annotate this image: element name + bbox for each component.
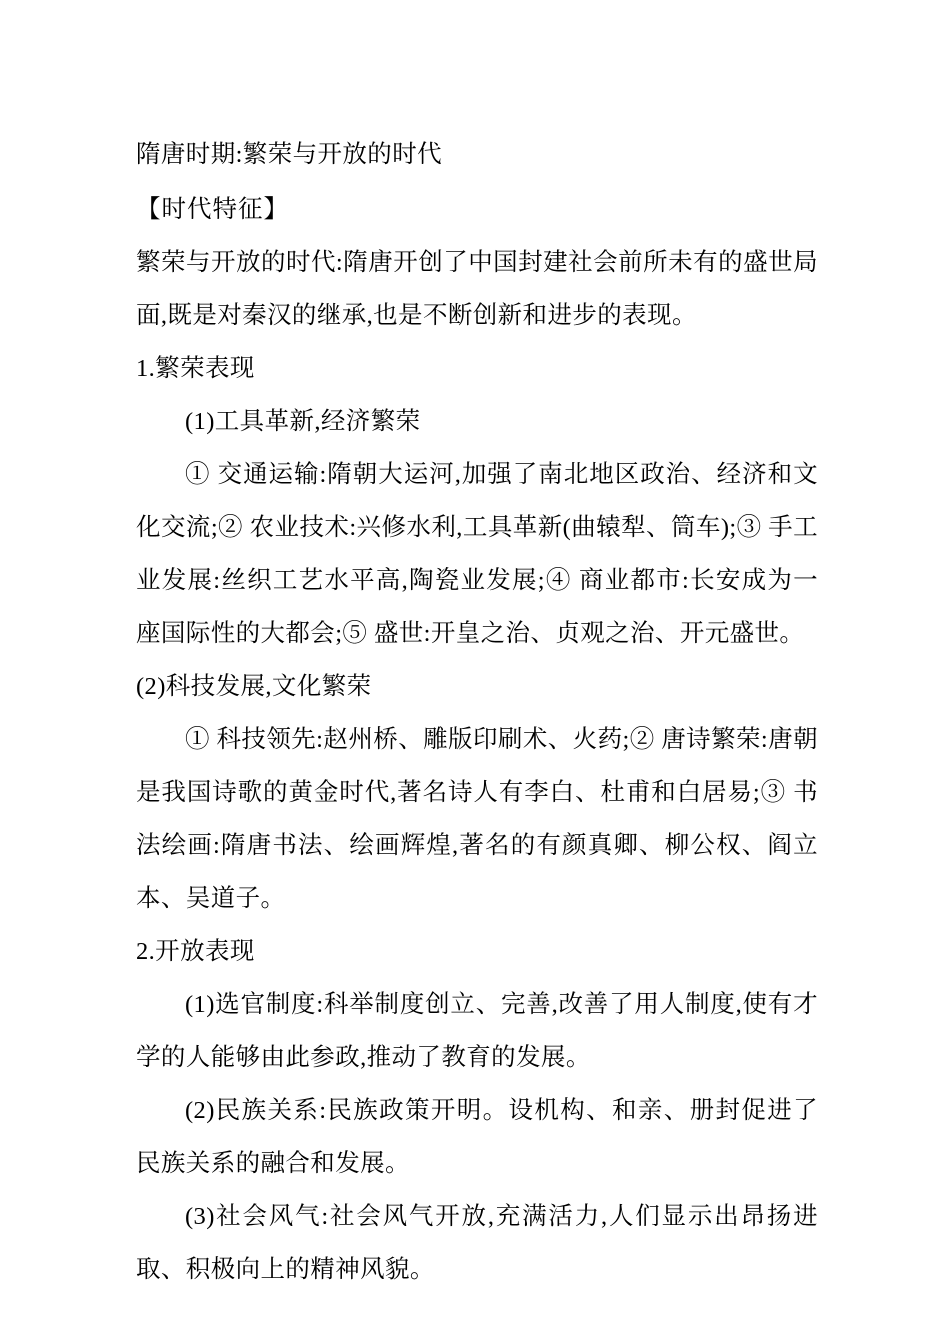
- item-1-1-title: (1)工具革新,经济繁荣: [185, 408, 421, 435]
- section-tag-era-features: 【时代特征】: [136, 196, 289, 223]
- item-1-2-text: ① 科技领先:赵州桥、雕版印刷术、火药;② 唐诗繁荣:唐朝是我国诗歌的黄金时代,著名诗人有李白、杜甫和白居易;③ 书法绘画:隋唐书法、绘画辉煌,著名的有颜真卿、柳公权、阎立本、吴道子。: [136, 726, 818, 912]
- item-2-1-text: (1)选官制度:科举制度创立、完善,改善了用人制度,使有才学的人能够由此参政,推动了教育的发展。: [136, 991, 818, 1071]
- item-1-2-title: (2)科技发展,文化繁荣: [136, 673, 372, 700]
- item-2-2-text: (2)民族关系:民族政策开明。设机构、和亲、册封促进了民族关系的融合和发展。: [136, 1097, 818, 1177]
- intro-paragraph: 繁荣与开放的时代:隋唐开创了中国封建社会前所未有的盛世局面,既是对秦汉的继承,也是不断创新和进步的表现。: [136, 249, 818, 329]
- document-title: 隋唐时期:繁荣与开放的时代: [136, 141, 443, 168]
- document-body: [136, 128, 818, 1296]
- heading-prosperity: 1.繁荣表现: [136, 355, 255, 382]
- item-1-1-text: ① 交通运输:隋朝大运河,加强了南北地区政治、经济和文化交流;② 农业技术:兴修水利,工具革新(曲辕犁、筒车);③ 手工业发展:丝织工艺水平高,陶瓷业发展;④ 商业都市:长安成为一座国际性的大都会;⑤ 盛世:开皇之治、贞观之治、开元盛世。: [136, 461, 818, 647]
- item-2-3-text: (3)社会风气:社会风气开放,充满活力,人们显示出昂扬进取、积极向上的精神风貌。: [136, 1203, 818, 1283]
- heading-openness: 2.开放表现: [136, 938, 255, 965]
